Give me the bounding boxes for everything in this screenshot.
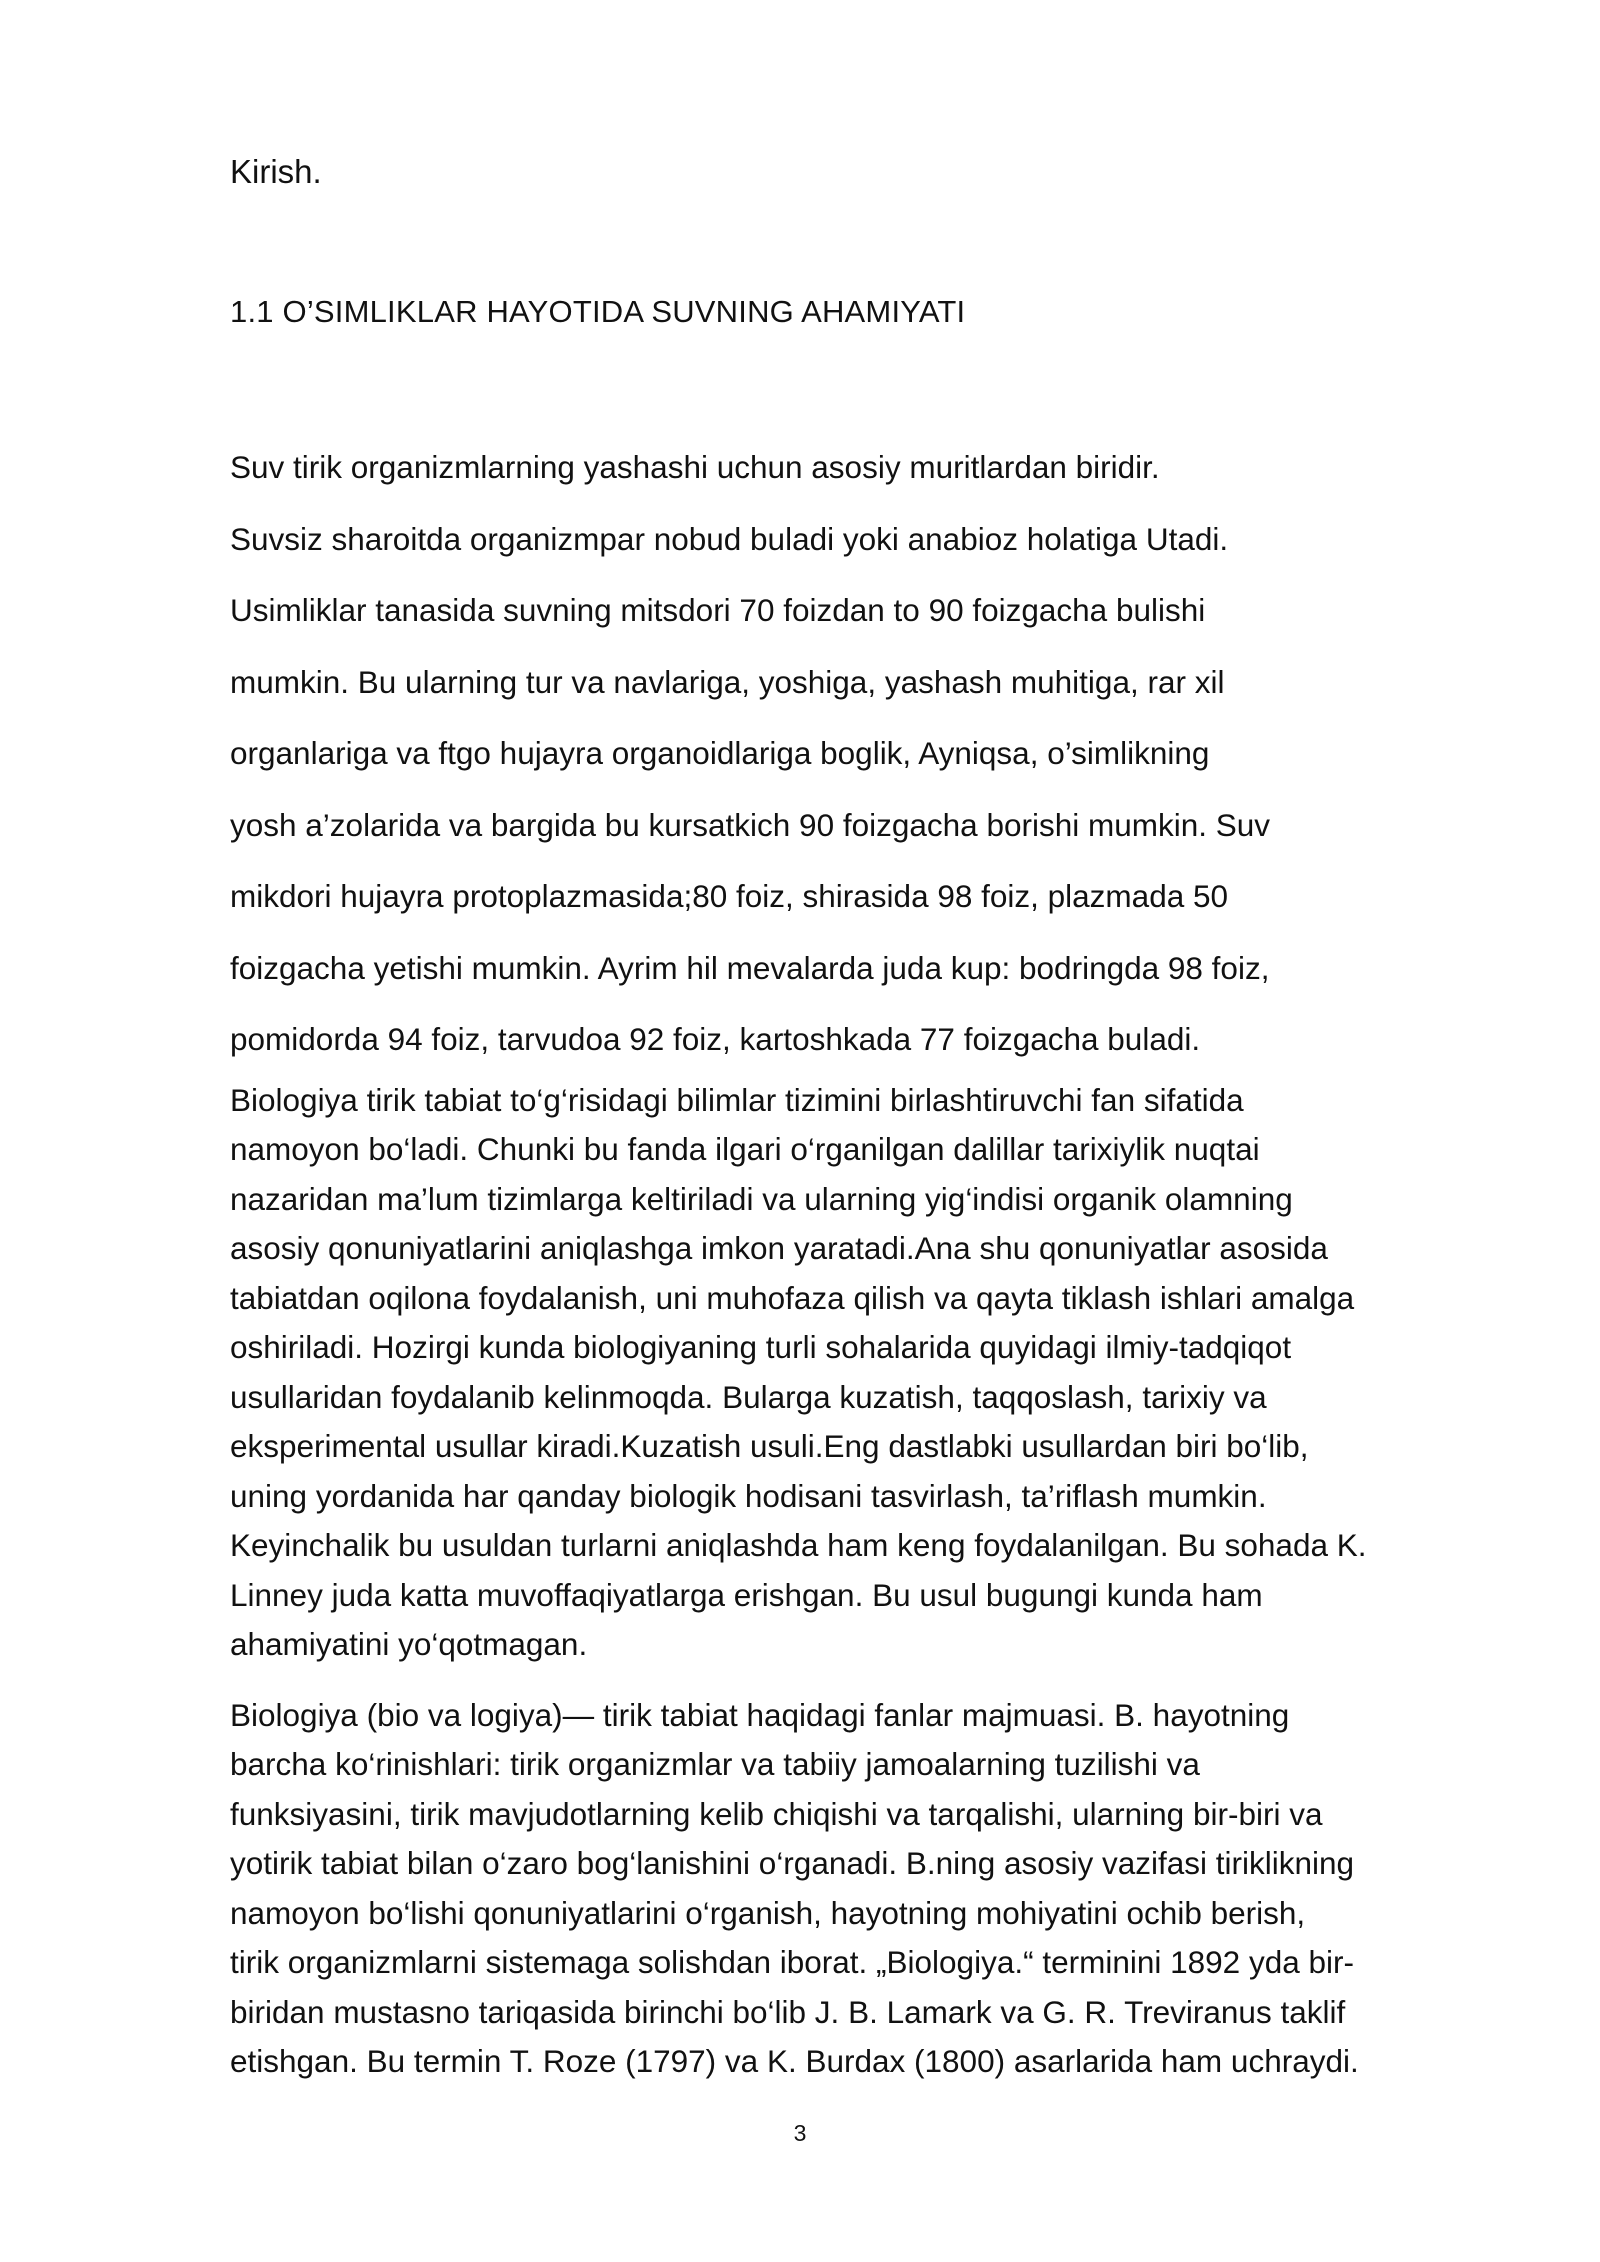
text-line: Keyinchalik bu usuldan turlarni aniqlashda ham keng foydalanilgan. Bu sohada K. bbox=[230, 1527, 1367, 1563]
text-line: yosh a’zolarida va bargida bu kursatkich 90 foizgacha borishi mumkin. Suv bbox=[230, 806, 1271, 843]
text-line: namoyon bo‘lishi qonuniyatlarini o‘rganish, hayotning mohiyatini ochib berish, bbox=[230, 1894, 1306, 1931]
text-line: ahamiyatini yo‘qotmagan. bbox=[230, 1626, 588, 1662]
text-line: mikdori hujayra protoplazmasida;80 foiz, shirasida 98 foiz, plazmada 50 bbox=[230, 878, 1229, 914]
text-line: Biologiya tirik tabiat to‘g‘risidagi bilimlar tizimini birlashtiruvchi fan sifatida bbox=[230, 1081, 1244, 1118]
text-line: Suv tirik organizmlarning yashashi uchun asosiy muritlardan biridir. bbox=[230, 449, 1160, 485]
text-line: organlariga va ftgo hujayra organoidlariga boglik, Ayniqsa, o’simlikning bbox=[230, 735, 1210, 771]
text-line: Linney juda katta muvoffaqiyatlarga erishgan. Bu usul bugungi kunda ham bbox=[230, 1576, 1263, 1613]
text-line: tabiatdan oqilona foydalanish, uni muhofaza qilish va qayta tiklash ishlari amalga bbox=[230, 1279, 1355, 1316]
text-line: Suvsiz sharoitda organizmpar nobud buladi yoki anabioz holatiga Utadi. bbox=[230, 520, 1229, 557]
page-number: 3 bbox=[793, 2120, 807, 2146]
text-line: oshiriladi. Hozirgi kunda biologiyaning turli sohalarida quyidagi ilmiy-tadqiqot bbox=[230, 1329, 1292, 1365]
section-heading: 1.1 O’SIMLIKLAR HAYOTIDA SUVNING AHAMIYATI bbox=[230, 294, 966, 329]
text-line: eksperimental usullar kiradi.Kuzatish usuli.Eng dastlabki usullardan biri bo‘lib, bbox=[230, 1428, 1309, 1464]
paragraph-water-importance bbox=[230, 432, 1480, 1076]
text-line: foizgacha yetishi mumkin. Ayrim hil mevalarda juda kup: bodringda 98 foiz, bbox=[230, 949, 1270, 986]
text-line: etishgan. Bu termin T. Roze (1797) va K. Burdax (1800) asarlarida ham uchraydi. bbox=[230, 2043, 1359, 2079]
text-line: barcha ko‘rinishlari: tirik organizmlar va tabiiy jamoalarning tuzilishi va bbox=[230, 1746, 1200, 1782]
text-line: mumkin. Bu ularning tur va navlariga, yoshiga, yashash muhitiga, rar xil bbox=[230, 663, 1225, 700]
text-line: Usimliklar tanasida suvning mitsdori 70 foizdan to 90 foizgacha bulishi bbox=[230, 592, 1206, 628]
text-line: pomidorda 94 foiz, tarvudoa 92 foiz, kartoshkada 77 foizgacha buladi. bbox=[230, 1021, 1201, 1057]
text-line: nazaridan ma’lum tizimlarga keltiriladi va ularning yig‘indisi organik olamning bbox=[230, 1180, 1293, 1217]
text-line: funksiyasini, tirik mavjudotlarning kelib chiqishi va tarqalishi, ularning bir-biri va bbox=[230, 1795, 1323, 1832]
text-line: yotirik tabiat bilan o‘zaro bog‘lanishini o‘rganadi. B.ning asosiy vazifasi tiriklikning bbox=[230, 1845, 1355, 1881]
paragraph-biology-definition bbox=[230, 1691, 1480, 2087]
text-line: tirik organizmlarni sistemaga solishdan iborat. „Biologiya.“ terminini 1892 yda bir- bbox=[230, 1944, 1354, 1980]
text-line: Biologiya (bio va logiya)— tirik tabiat haqidagi fanlar majmuasi. B. hayotning bbox=[230, 1696, 1290, 1733]
text-line: usullaridan foydalanib kelinmoqda. Bularga kuzatish, taqqoslash, tarixiy va bbox=[230, 1378, 1267, 1415]
paragraph-biology-knowledge bbox=[230, 1076, 1480, 1670]
text-line: biridan mustasno tariqasida birinchi bo‘lib J. B. Lamark va G. R. Treviranus taklif bbox=[230, 1993, 1346, 2030]
intro-text: Kirish. bbox=[230, 153, 322, 190]
text-line: asosiy qonuniyatlarini aniqlashga imkon yaratadi.Ana shu qonuniyatlar asosida bbox=[230, 1230, 1328, 1266]
text-line: namoyon bo‘ladi. Chunki bu fanda ilgari o‘rganilgan dalillar tarixiylik nuqtai bbox=[230, 1131, 1260, 1167]
text-line: uning yordanida har qanday biologik hodisani tasvirlash, ta’riflash mumkin. bbox=[230, 1477, 1267, 1514]
document-body bbox=[230, 150, 1480, 2087]
